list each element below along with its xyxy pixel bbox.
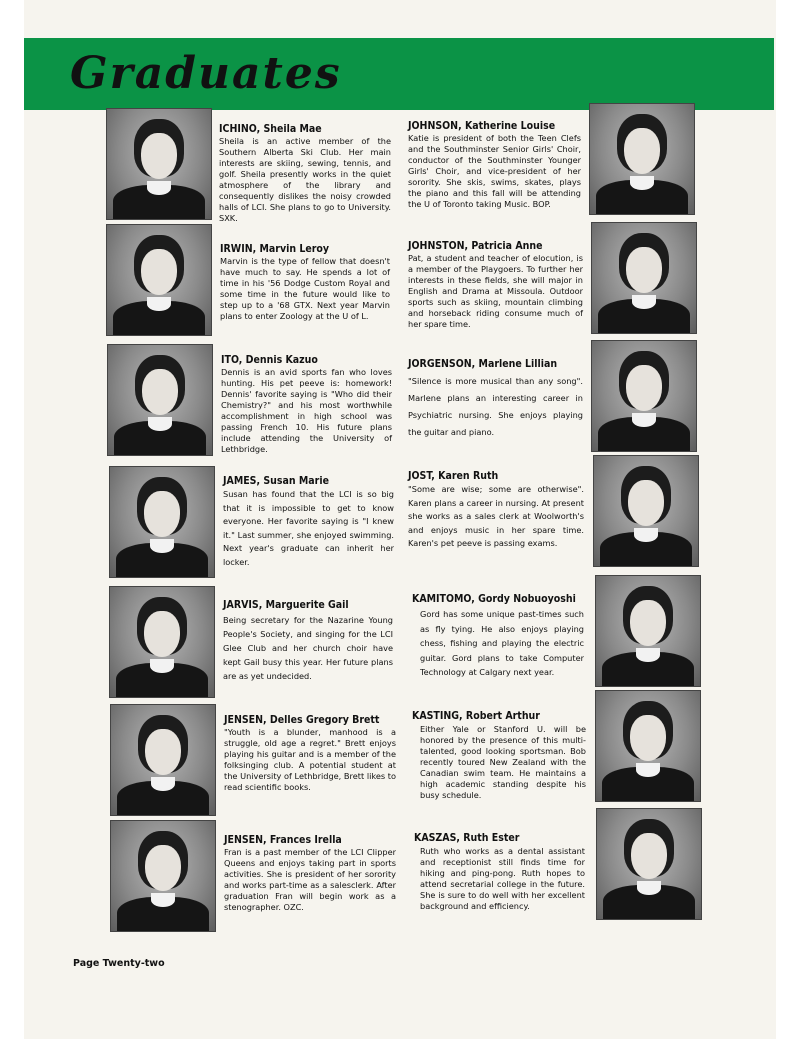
section-title: Graduates bbox=[70, 48, 342, 99]
graduate-name: JOHNSON, Katherine Louise bbox=[408, 120, 556, 132]
graduate-photo bbox=[109, 586, 215, 698]
graduate-name: KAMITOMO, Gordy Nobuoyoshi bbox=[412, 593, 576, 605]
graduate-photo bbox=[595, 575, 701, 687]
graduate-bio: Sheila is an active member of the Southern Alberta Ski Club. Her main interests are skiing, sewing, tennis, and golf. Sheila presently works in the quiet atmosphere of the library and consequently dislikes the noisy crowded halls of LCI. She plans to go to University. SXK. bbox=[219, 136, 391, 223]
graduate-photo bbox=[106, 108, 212, 220]
graduate-bio: Katie is president of both the Teen Clefs and the Southminster Senior Girls' Choir, conductor of the Southminster Younger Girls' Choir, and vice-president of her sorority. She skis, swims, skates, plays the piano and this fall will be attending the U of Toronto taking Music. BOP. bbox=[408, 133, 581, 209]
graduate-photo bbox=[593, 455, 699, 567]
graduate-bio: "Silence is more musical than any song". Marlene plans an interesting career in Psychiatric nursing. She enjoys playing the guitar and piano. bbox=[408, 376, 583, 437]
page-number: Page Twenty-two bbox=[73, 958, 165, 969]
graduate-photo bbox=[106, 224, 212, 336]
graduate-name: JENSEN, Delles Gregory Brett bbox=[224, 714, 380, 726]
graduate-name: JOST, Karen Ruth bbox=[408, 470, 499, 482]
graduate-name: ITO, Dennis Kazuo bbox=[221, 354, 318, 366]
graduate-bio: Dennis is an avid sports fan who loves hunting. His pet peeve is: homework! Dennis' favorite saying is "Who did their Chemistry?" and his most worthwhile accomplishment in high school was passing French 10. His future plans include attending the University of Lethbridge. bbox=[221, 367, 392, 454]
graduate-bio: Marvin is the type of fellow that doesn't have much to say. He spends a lot of time in his '56 Dodge Custom Royal and some time in the future would like to step up to a '68 GTX. Next year Marvin plans to enter Zoology at the U of L. bbox=[220, 256, 390, 321]
graduate-bio: Susan has found that the LCI is so big that it is impossible to get to know everyone. Her favorite saying is "I knew it." Last summer, she enjoyed swimming. Next year's graduate can inherit her locker. bbox=[223, 489, 394, 567]
graduate-name: ICHINO, Sheila Mae bbox=[219, 123, 322, 135]
graduate-photo bbox=[595, 690, 701, 802]
graduate-bio: "Youth is a blunder, manhood is a struggle, old age a regret." Brett enjoys playing his guitar and is a member of the folksinging club. A potential student at the University of Lethbridge, Brett likes to read scientific books. bbox=[224, 727, 396, 792]
graduate-name: JARVIS, Marguerite Gail bbox=[223, 599, 349, 611]
graduate-name: JOHNSTON, Patricia Anne bbox=[408, 240, 543, 252]
graduate-photo bbox=[596, 808, 702, 920]
graduate-bio: "Some are wise; some are otherwise". Karen plans a career in nursing. At present she works as a sales clerk at Woolworth's and enjoys music in her spare time. Karen's pet peeve is passing exams. bbox=[408, 484, 584, 548]
graduate-bio: Ruth who works as a dental assistant and receptionist still finds time for hiking and ping-pong. Ruth hopes to attend secretarial college in the future. She is sure to do well with her excellent background and efficiency. bbox=[420, 846, 585, 911]
graduate-photo bbox=[589, 103, 695, 215]
graduate-name: JENSEN, Frances Irella bbox=[224, 834, 342, 846]
graduate-name: KASTING, Robert Arthur bbox=[412, 710, 540, 722]
graduate-photo bbox=[591, 222, 697, 334]
graduate-photo bbox=[107, 344, 213, 456]
graduate-name: JORGENSON, Marlene Lillian bbox=[408, 358, 558, 370]
graduate-photo bbox=[110, 820, 216, 932]
graduate-bio: Pat, a student and teacher of elocution, is a member of the Playgoers. To further her interests in these fields, she will major in English and Drama at Missoula. Outdoor sports such as skiing, mountain climbing and horseback riding consume much of her spare time. bbox=[408, 253, 583, 329]
graduate-bio: Being secretary for the Nazarine Young People's Society, and singing for the LCI Glee Club and her church choir have kept Gail busy this year. Her future plans are as yet undecided. bbox=[223, 615, 393, 681]
graduate-bio: Gord has some unique past-times such as fly tying. He also enjoys playing chess, fishing and playing the electric guitar. Gord plans to take Computer Technology at Calgary next year. bbox=[420, 609, 584, 677]
graduate-bio: Fran is a past member of the LCI Clipper Queens and enjoys taking part in sports activities. She is president of her sorority and works part-time as a salesclerk. After graduation Fran will begin work as a stenographer. OZC. bbox=[224, 847, 396, 912]
graduate-photo bbox=[591, 340, 697, 452]
graduate-photo bbox=[109, 466, 215, 578]
graduate-bio: Either Yale or Stanford U. will be honored by the presence of this multi-talented, good looking sportsman. Bob recently toured New Zealand with the Canadian swim team. He maintains a high academic standing despite his busy schedule. bbox=[420, 724, 586, 800]
graduate-name: IRWIN, Marvin Leroy bbox=[220, 243, 330, 255]
graduate-name: JAMES, Susan Marie bbox=[223, 475, 329, 487]
graduate-name: KASZAS, Ruth Ester bbox=[414, 832, 520, 844]
graduate-photo bbox=[110, 704, 216, 816]
